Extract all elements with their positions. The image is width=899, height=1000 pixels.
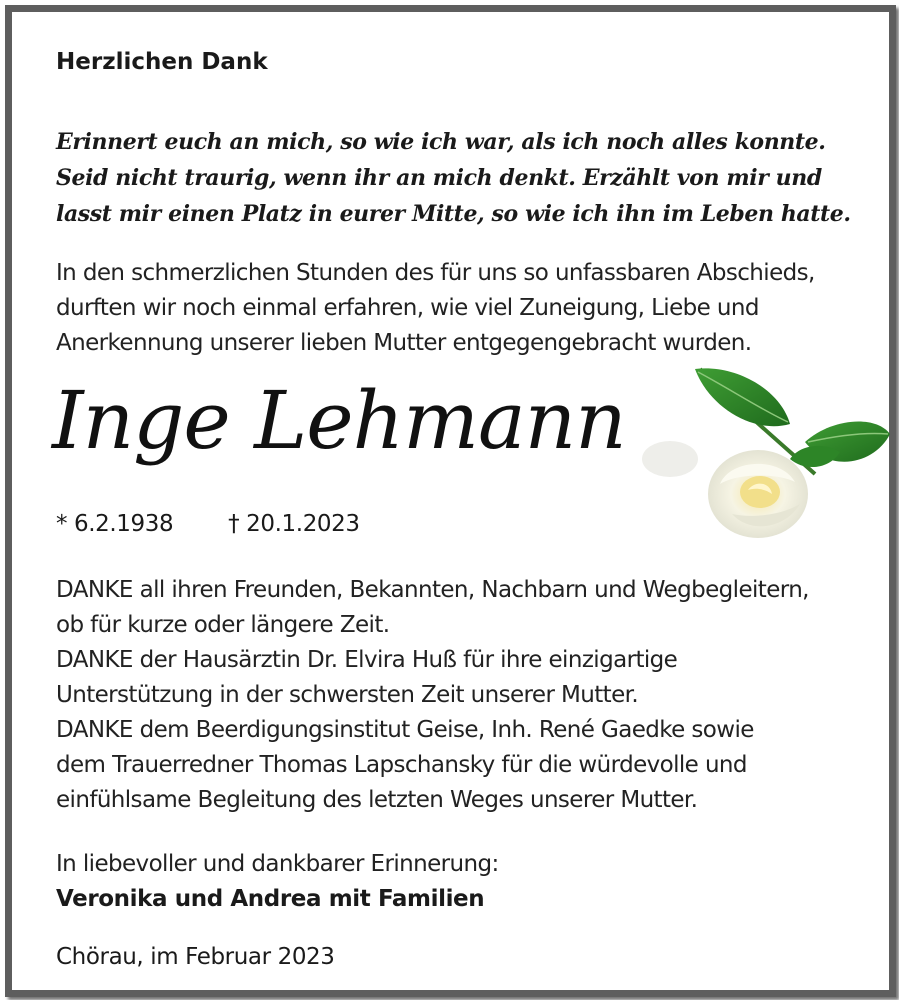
intro-line: Anerkennung unserer lieben Mutter entgegengebracht wurden.	[56, 330, 752, 356]
death-date: † 20.1.2023	[228, 511, 360, 537]
thanks-line: Unterstützung in der schwersten Zeit unserer Mutter.	[56, 682, 639, 708]
thanks-line: ob für kurze oder längere Zeit.	[56, 612, 390, 638]
thanks-line: DANKE dem Beerdigungsinstitut Geise, Inh. René Gaedke sowie	[56, 717, 754, 743]
deceased-name: Inge Lehmann	[52, 374, 626, 467]
quote	[56, 124, 851, 232]
intro-line: durften wir noch einmal erfahren, wie viel Zuneigung, Liebe und	[56, 295, 759, 321]
thanks-line: DANKE all ihren Freunden, Bekannten, Nachbarn und Wegbegleitern,	[56, 577, 809, 603]
closing-line: In liebevoller und dankbarer Erinnerung:	[56, 851, 499, 877]
intro-paragraph	[56, 256, 815, 361]
obituary-frame	[5, 5, 896, 997]
quote-line: Erinnert euch an mich, so wie ich war, als ich noch alles konnte.	[56, 129, 826, 155]
thanks-paragraph	[56, 573, 809, 818]
thanks-line: einfühlsame Begleitung des letzten Weges unserer Mutter.	[56, 787, 698, 813]
thanks-line: DANKE der Hausärztin Dr. Elvira Huß für ihre einzigartige	[56, 647, 678, 673]
quote-line: lasst mir einen Platz in eurer Mitte, so wie ich ihn im Leben hatte.	[56, 201, 851, 227]
life-dates	[56, 511, 360, 537]
intro-line: In den schmerzlichen Stunden des für uns so unfassbaren Abschieds,	[56, 260, 815, 286]
birth-date: * 6.2.1938	[56, 511, 174, 537]
thanks-line: dem Trauerredner Thomas Lapschansky für die würdevolle und	[56, 752, 747, 778]
heading: Herzlichen Dank	[56, 49, 268, 75]
place-date: Chörau, im Februar 2023	[56, 944, 335, 970]
white-rose-icon	[640, 364, 892, 544]
quote-line: Seid nicht traurig, wenn ihr an mich denkt. Erzählt von mir und	[56, 165, 822, 191]
signature: Veronika und Andrea mit Familien	[56, 886, 485, 912]
